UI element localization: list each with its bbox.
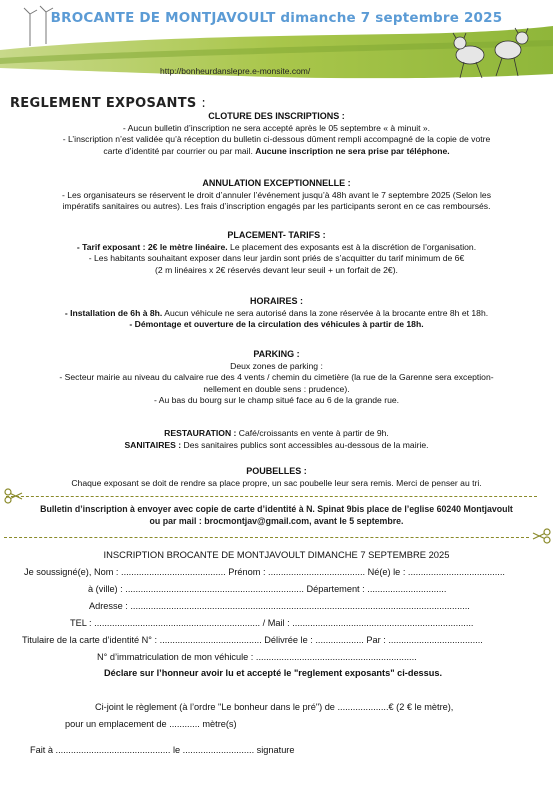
annulation-line-2: impératifs sanitaires ou autres). Les frais d’inscription engagés par les participants seront en ce cas remboursés. [62, 201, 491, 212]
poubelles-line-1: Chaque exposant se doit de rendre sa place propre, un sac poubelle leur sera remis. Merci de penser au tri. [71, 477, 482, 488]
form-row-emplacement[interactable]: pour un emplacement de ............ mètre(s) [65, 719, 237, 729]
horaires-line-1: - Installation de 6h à 8h. Aucun véhicule ne sera autorisé dans la zone réservée à la brocante entre 8h et 18h. [64, 307, 489, 318]
form-declaration: Déclare sur l’honneur avoir lu et accepté le "reglement exposants" ci-dessus. [104, 668, 443, 678]
cloture-line-3: carte d’identité par courrier ou par mail. Aucune inscription ne sera prise par téléphone. [103, 145, 450, 156]
section-annulation [8, 178, 545, 213]
form-row-contact[interactable]: TEL : ................................................................. / Mail : ....................................................................... [70, 618, 474, 628]
section-placement [8, 230, 545, 276]
form-row-reglement[interactable]: Ci-joint le règlement (à l’ordre "Le bonheur dans le pré") de ....................€ (2 € le mètre), [95, 702, 454, 712]
restauration-line: RESTAURATION : Café/croissants en vente à partir de 9h. [164, 428, 389, 438]
bulletin-line-1: Bulletin d’inscription à envoyer avec copie de carte d’identité à N. Spinat 9bis place de l’eglise 60240 Montjavoult [40, 504, 513, 514]
horaires-heading: HORAIRES : [249, 296, 303, 306]
parking-line-1: Deux zones de parking : [230, 360, 323, 371]
parking-line-3: nellement en double sens : prudence). [203, 383, 350, 394]
form-row-immatriculation[interactable]: N° d’immatriculation de mon véhicule : ............................................................... [97, 652, 417, 662]
bulletin-instructions [0, 503, 553, 527]
poubelles-heading: POUBELLES : [246, 466, 307, 476]
sanitaires-line: SANITAIRES : Des sanitaires publics sont accessibles au-dessous de la mairie. [124, 439, 429, 450]
website-link[interactable]: http://bonheurdanslepre.e-monsite.com/ [160, 66, 311, 76]
placement-line-3: (2 m linéaires x 2€ réservés devant leur seuil + un forfait de 2€). [155, 264, 398, 275]
form-row-ville[interactable]: à (ville) : ...................................................................... Département : ............................... [88, 584, 447, 594]
cut-line-bottom [4, 537, 529, 538]
cloture-line-1: - Aucun bulletin d’inscription ne sera accepté après le 05 septembre « à minuit ». [122, 122, 431, 133]
cloture-heading: CLOTURE DES INSCRIPTIONS : [208, 111, 345, 121]
reglement-title: REGLEMENT EXPOSANTS : [10, 96, 207, 111]
annulation-line-1: - Les organisateurs se réservent le droit d’annuler l’événement jusqu’à 48h avant le 7 septembre 2025 (Selon les [62, 189, 491, 200]
horaires-line-2: - Démontage et ouverture de la circulation des véhicules à partir de 18h. [129, 319, 424, 330]
placement-heading: PLACEMENT- TARIFS : [227, 230, 326, 240]
section-restauration [8, 428, 545, 451]
scissors-icon [531, 526, 551, 546]
annulation-heading: ANNULATION EXCEPTIONNELLE : [202, 178, 351, 188]
form-row-identity[interactable]: Je soussigné(e), Nom : ......................................... Prénom : ...................................... Né(e) le : ...................................... [24, 567, 505, 577]
section-parking [8, 349, 545, 407]
parking-line-2: - Secteur mairie au niveau du calvaire rue des 4 vents / chemin du cimetière (la rue de la Garenne sera exception- [59, 372, 494, 383]
parking-line-4: - Au bas du bourg sur le champ situé face au 6 de la grande rue. [153, 395, 400, 406]
cloture-line-2: - L’inscription n’est validée qu’à réception du bulletin ci-dessous dûment rempli accompagné de la copie de votre [62, 134, 491, 145]
page-title: BROCANTE DE MONTJAVOULT dimanche 7 septembre 2025 [50, 10, 503, 26]
section-poubelles [8, 466, 545, 489]
bulletin-line-2: ou par mail : brocmontjav@gmail.com, avant le 5 septembre. [149, 516, 404, 526]
placement-line-1: - Tarif exposant : 2€ le mètre linéaire. Le placement des exposants est à la discrétion de l’organisation. [76, 241, 477, 252]
parking-heading: PARKING : [253, 349, 300, 359]
placement-line-2: - Les habitants souhaitant exposer dans leur jardin sont priés de s’acquitter du tarif minimum de 6€ [88, 253, 465, 264]
form-row-carte-identite[interactable]: Titulaire de la carte d’identité N° : ........................................ Délivrée le : ................... Par : ..................................... [22, 635, 483, 645]
form-row-signature[interactable]: Fait à ............................................. le ............................ signature [30, 745, 295, 755]
section-cloture [8, 111, 545, 157]
cut-line-top [6, 496, 537, 497]
section-horaires [8, 296, 545, 331]
form-row-adresse[interactable]: Adresse : ..................................................................................................................................... [89, 601, 470, 611]
form-title: INSCRIPTION BROCANTE DE MONTJAVOULT DIMANCHE 7 SEPTEMBRE 2025 [103, 549, 450, 560]
